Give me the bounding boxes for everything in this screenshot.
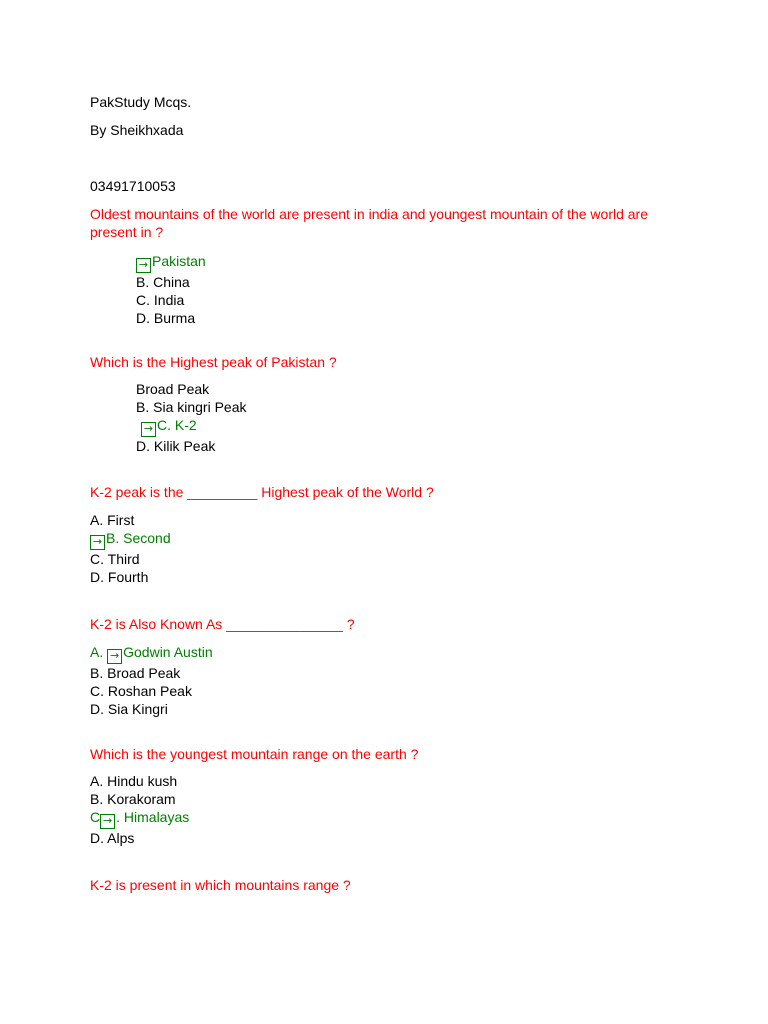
arrow-icon: →: [136, 258, 151, 273]
option: C. India: [136, 292, 185, 308]
option-correct: → B. Second: [90, 529, 171, 550]
arrow-icon: →: [100, 814, 115, 829]
question-3-options: [90, 511, 171, 586]
question-1-options: [136, 252, 206, 327]
option: B. Korakoram: [90, 791, 176, 807]
question-5-options: [90, 772, 189, 847]
phone-number: 03491710053: [90, 178, 176, 194]
option: B. Broad Peak: [90, 665, 181, 681]
author-line: By Sheikhxada: [90, 122, 184, 138]
option: C. Third: [90, 551, 140, 567]
option: D. Sia Kingri: [90, 701, 168, 717]
arrow-icon: →: [107, 649, 122, 664]
option: A. First: [90, 512, 135, 528]
option-correct: → Pakistan: [136, 252, 206, 273]
option: D. Kilik Peak: [136, 438, 216, 454]
option-correct: C → . Himalayas: [90, 809, 190, 827]
question-6: K-2 is present in which mountains range ?: [90, 877, 351, 893]
arrow-icon: →: [141, 422, 156, 437]
question-5: Which is the youngest mountain range on the earth ?: [90, 746, 419, 762]
question-2-options: [136, 380, 247, 455]
option: C. Roshan Peak: [90, 683, 192, 699]
arrow-icon: →: [90, 535, 105, 550]
option: Broad Peak: [136, 381, 210, 397]
option: B. China: [136, 274, 190, 290]
question-2: Which is the Highest peak of Pakistan ?: [90, 354, 337, 370]
question-3: K-2 peak is the _________ Highest peak of the World ?: [90, 484, 434, 500]
option: D. Fourth: [90, 569, 149, 585]
question-4: K-2 is Also Known As _______________ ?: [90, 616, 355, 632]
option: D. Alps: [90, 830, 135, 846]
option: D. Burma: [136, 310, 196, 326]
question-1: Oldest mountains of the world are present in india and youngest mountain of the world are present in ?: [90, 206, 648, 240]
option: B. Sia kingri Peak: [136, 399, 247, 415]
option-correct: → C. K-2: [136, 416, 247, 437]
option: A. Hindu kush: [90, 773, 178, 789]
option-correct: A. → Godwin Austin: [90, 644, 213, 662]
document-title: PakStudy Mcqs.: [90, 94, 192, 110]
question-4-options: [90, 643, 213, 718]
